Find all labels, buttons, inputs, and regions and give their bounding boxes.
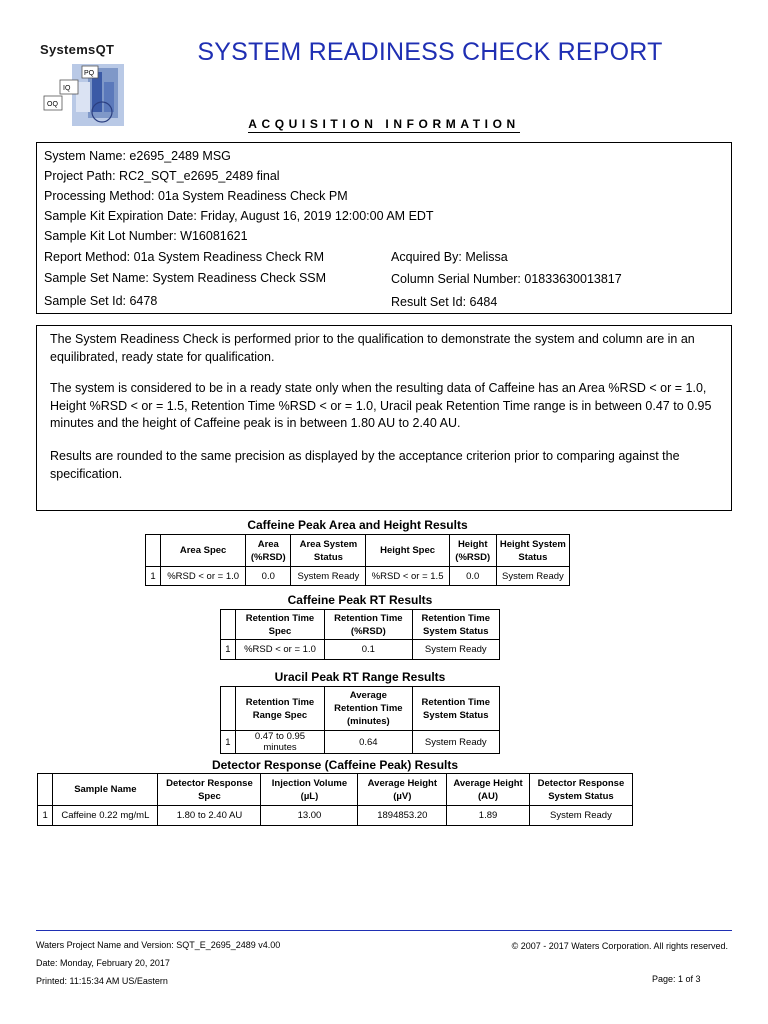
cell-sample-name: Caffeine 0.22 mg/mL: [53, 806, 158, 826]
header-area-rsd: Area (%RSD): [246, 535, 291, 567]
area-height-table: [145, 534, 570, 586]
kit-expiration: Sample Kit Expiration Date: Friday, August 16, 2019 12:00:00 AM EDT: [44, 209, 434, 223]
cell-height-rsd: 0.0: [449, 567, 496, 586]
footer-project: Waters Project Name and Version: SQT_E_2695_2489 v4.00: [36, 940, 281, 950]
processing-method: Processing Method: 01a System Readiness Check PM: [44, 189, 348, 203]
row-number: 1: [221, 731, 236, 754]
section-heading: [0, 117, 768, 131]
acquisition-info-box: [36, 142, 732, 314]
description-p3: Results are rounded to the same precision as displayed by the acceptance criterion prior to comparing against the specification.: [50, 449, 680, 481]
section-heading-text: ACQUISITION INFORMATION: [248, 117, 520, 131]
header-sample-name: Sample Name: [53, 774, 158, 806]
header-area-status: Area System Status: [291, 535, 366, 567]
cell-uracil-status: System Ready: [412, 731, 499, 754]
header-rt-spec: Retention Time Spec: [235, 610, 324, 640]
sample-set-id: Sample Set Id: 6478: [44, 294, 158, 308]
header-height-spec: Height Spec: [366, 535, 449, 567]
footer-page: Page: 1 of 3: [652, 974, 701, 984]
cell-rt-status: System Ready: [412, 640, 499, 660]
project-path: Project Path: RC2_SQT_e2695_2489 final: [44, 169, 280, 183]
cell-height-status: System Ready: [496, 567, 569, 586]
header-area-spec: Area Spec: [161, 535, 246, 567]
cell-detector-spec: 1.80 to 2.40 AU: [158, 806, 261, 826]
header-uracil-spec: Retention Time Range Spec: [235, 687, 324, 731]
header-avg-height-uv: Average Height (µV): [358, 774, 447, 806]
sample-set-name: Sample Set Name: System Readiness Check SSM: [44, 271, 327, 285]
header-detector-spec: Detector Response Spec: [158, 774, 261, 806]
logo-tag-pq: PQ: [84, 70, 95, 77]
cell-rt-spec: %RSD < or = 1.0: [235, 640, 324, 660]
uracil-title: Uracil Peak RT Range Results: [274, 670, 446, 684]
footer-printed: Printed: 11:15:34 AM US/Eastern: [36, 976, 168, 986]
header-rt-status: Retention Time System Status: [412, 610, 499, 640]
report-title: SYSTEM READINESS CHECK REPORT: [197, 38, 663, 66]
acquired-by: Acquired By: Melissa: [391, 250, 508, 264]
rt-table: [220, 609, 500, 660]
column-serial: Column Serial Number: 01833630013817: [391, 272, 622, 286]
header-avg-height-au: Average Height (AU): [447, 774, 530, 806]
header-height-rsd: Height (%RSD): [449, 535, 496, 567]
footer-divider: [36, 930, 732, 931]
footer-copyright: © 2007 - 2017 Waters Corporation. All rights reserved.: [511, 941, 728, 951]
header-height-status: Height System Status: [496, 535, 569, 567]
description-p1: The System Readiness Check is performed prior to the qualification to demonstrate the system and column are in an equilibrated, ready state for qualification.: [50, 332, 695, 364]
logo-tag-iq: IQ: [63, 85, 71, 92]
header-uracil-avg-rt: Average Retention Time (minutes): [325, 687, 412, 731]
table-row: [221, 731, 500, 754]
cell-height-spec: %RSD < or = 1.5: [366, 567, 449, 586]
result-set-id: Result Set Id: 6484: [391, 295, 498, 309]
cell-rt-rsd: 0.1: [325, 640, 412, 660]
cell-detector-status: System Ready: [529, 806, 632, 826]
detector-table: [37, 773, 633, 826]
area-height-title: Caffeine Peak Area and Height Results: [247, 518, 468, 532]
rt-title: Caffeine Peak RT Results: [287, 593, 433, 607]
detector-title: Detector Response (Caffeine Peak) Results: [211, 758, 459, 772]
cell-area-spec: %RSD < or = 1.0: [161, 567, 246, 586]
table-row: [146, 567, 570, 586]
footer-date: Date: Monday, February 20, 2017: [36, 958, 170, 968]
table-row: [221, 640, 500, 660]
cell-avg-height-au: 1.89: [447, 806, 530, 826]
description-box: [36, 325, 732, 511]
report-method: Report Method: 01a System Readiness Check RM: [44, 250, 324, 264]
kit-lot: Sample Kit Lot Number: W16081621: [44, 229, 248, 243]
logo-wordmark: SystemsQT: [40, 42, 115, 57]
uracil-table: [220, 686, 500, 754]
cell-uracil-spec: 0.47 to 0.95 minutes: [235, 731, 324, 754]
system-name: System Name: e2695_2489 MSG: [44, 149, 231, 163]
logo-tag-oq: OQ: [47, 101, 58, 108]
cell-injection-volume: 13.00: [261, 806, 358, 826]
table-row: [38, 806, 633, 826]
header-injection-volume: Injection Volume (µL): [261, 774, 358, 806]
header-uracil-status: Retention Time System Status: [412, 687, 499, 731]
header-detector-status: Detector Response System Status: [529, 774, 632, 806]
cell-area-status: System Ready: [291, 567, 366, 586]
row-number: 1: [221, 640, 236, 660]
row-number: 1: [146, 567, 161, 586]
cell-uracil-avg-rt: 0.64: [325, 731, 412, 754]
cell-avg-height-uv: 1894853.20: [358, 806, 447, 826]
description-p2: The system is considered to be in a ready state only when the resulting data of Caffeine has an Area %RSD < or = 1.0, Height %RSD < or = 1.5, Retention Time %RSD < or = 1.0, Uracil peak Retention Time range is in between 0.47 to 0.95 minutes and the height of Caffeine peak is in between 1.80 AU to 2.40 AU.: [50, 381, 712, 431]
header-rt-rsd: Retention Time (%RSD): [325, 610, 412, 640]
row-number: 1: [38, 806, 53, 826]
cell-area-rsd: 0.0: [246, 567, 291, 586]
